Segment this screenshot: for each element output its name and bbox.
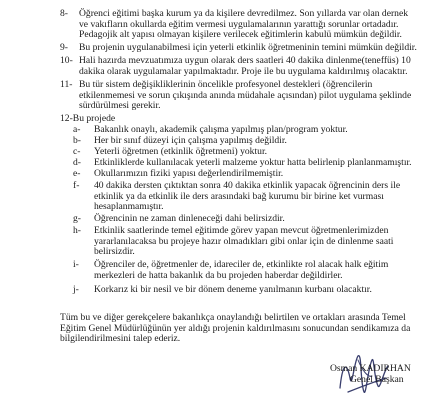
sub-item-text-line: Etkinliklerde kullanılacak yeterli malzeme yoktur hatta belirlenip planlanmamıştır. [94,157,412,168]
list-item-8 [60,9,430,41]
closing-line: bilgilendirilmesini talep ederiz. [60,333,181,345]
item-text-line: Bu projenin uygulanabilmesi için yeterli etkinlik öğretmeninin temini mümkün değildir. [79,42,417,53]
sub-item-text-line: 40 dakika dersten çıktıktan sonra 40 dakika etkinlik yapacak öğrencinin ders ile [94,180,401,191]
section-heading-12: 12-Bu projede [60,113,116,124]
list-item-10 [60,56,430,78]
signer-name: Osman KADIRHAN [330,363,411,374]
signer-title: Genel Başkan [350,374,404,385]
signature-block [328,348,428,404]
list-item-9 [60,43,430,54]
sub-item-h [73,226,433,258]
item-number: 10- [60,55,73,66]
closing-line: Tüm bu ve diğer gerekçelere bakanlıkça onaylandığı belirtilen ve ortakları arasında Temel [60,312,406,323]
item-text-line: Hali hazırda mevzuatımıza uygun olarak ders saatleri 40 dakika dinlenme(teneffüs) 10 [79,55,411,66]
sub-item-text-line: Öğrenciler de, öğretmenler de, idareciler de, etkinlikte rol alacak halk eğitim [94,259,389,270]
item-text-line: ve vakıfların okullarda eğitim vermesi uygulamalarının yarattığı sorunlar ortadadır. [79,18,399,30]
item-number: 11- [60,79,73,90]
list-item-11 [60,80,430,112]
sub-item-text-line: Korkarız ki bir nesil ve bir dönem deneme yanılmanın kurbanı olacaktır. [94,284,372,295]
item-number: 8- [60,8,68,19]
item-text-line: Bu tür sistem değişikliklerinin öncelikle profesyonel destekleri (öğrencilerin [79,79,373,90]
sub-item-g [73,214,433,225]
closing-line: Eğitim Genel Müdürlüğünün yer aldığı projenin kaldırılmasını sonucundan sendikamıza da [60,322,411,334]
sub-item-text-line: Okullarımızın fiziki yapısı değerlendirilmemiştir. [94,168,284,179]
item-text-line: sürdürülmesi gerekir. [79,100,161,112]
sub-item-text-line: Öğrencinin ne zaman dinleneceği dahi belirsizdir. [94,213,285,224]
sub-item-text-line: etkinlik ya da etkinlik ile ders arasındaki bağ kurumu bir birine ket vurması [94,190,384,202]
closing-paragraph [60,313,432,346]
sub-item-text-line: yararlanılacaksa bu projeye hazır olmadıkları gibi onlar için de dinlenme saati [94,235,394,247]
sub-item-letter: h- [73,225,81,236]
sub-item-text-line: Etkinlik saatlerinde temel eğitimde görev yapan mevcut öğretmenlerimizden [94,225,389,236]
item-number: 9- [60,42,68,53]
sub-item-letter: a- [73,124,81,135]
sub-item-text-line: hesaplanmamıştır. [94,201,164,213]
sub-item-text-line: Bakanlık onaylı, akademik çalışma yapılmış plan/program yoktur. [94,124,348,135]
sub-item-e [73,169,433,180]
sub-item-letter: j- [73,284,79,295]
sub-item-letter: b- [73,135,81,146]
sub-item-j [73,285,433,296]
sub-item-letter: e- [73,168,81,179]
sub-item-letter: g- [73,213,81,224]
sub-item-letter: d- [73,157,81,168]
sub-item-i [73,260,433,282]
item-text-line: Öğrenci eğitimi başka kurum ya da kişilere devredilmez. Son yıllarda var olan dernek [79,8,409,19]
item-text-line: Pedagojik alt yapısı olmayan kişilere verilecek eğitimlerin kabulü mümkün değildir. [79,29,402,41]
sub-item-text-line: belirsizdir. [94,246,135,258]
sub-item-text-line: Her bir sınıf düzeyi için çalışma yapılmış değildir. [94,135,287,146]
sub-item-f [73,181,433,213]
sub-item-letter: i- [73,259,79,270]
sub-item-letter: f- [73,180,80,191]
sub-item-letter: c- [73,146,81,157]
sub-item-text-line: merkezleri de hatta bakanlık da bu projeden haberdar değildirler. [94,269,343,281]
item-text-line: etkilenmemesi ve sorun çıkışında anında müdahale açısından) pilot uygulama şeklinde [79,89,412,101]
item-text-line: dakika olarak uygulamalar yapılmaktadır. Proje ile bu uygulama kaldırılmış olacaktır. [79,65,408,77]
sub-item-text-line: Yeterli öğretmen (etkinlik öğretmeni) yoktur. [94,146,268,157]
